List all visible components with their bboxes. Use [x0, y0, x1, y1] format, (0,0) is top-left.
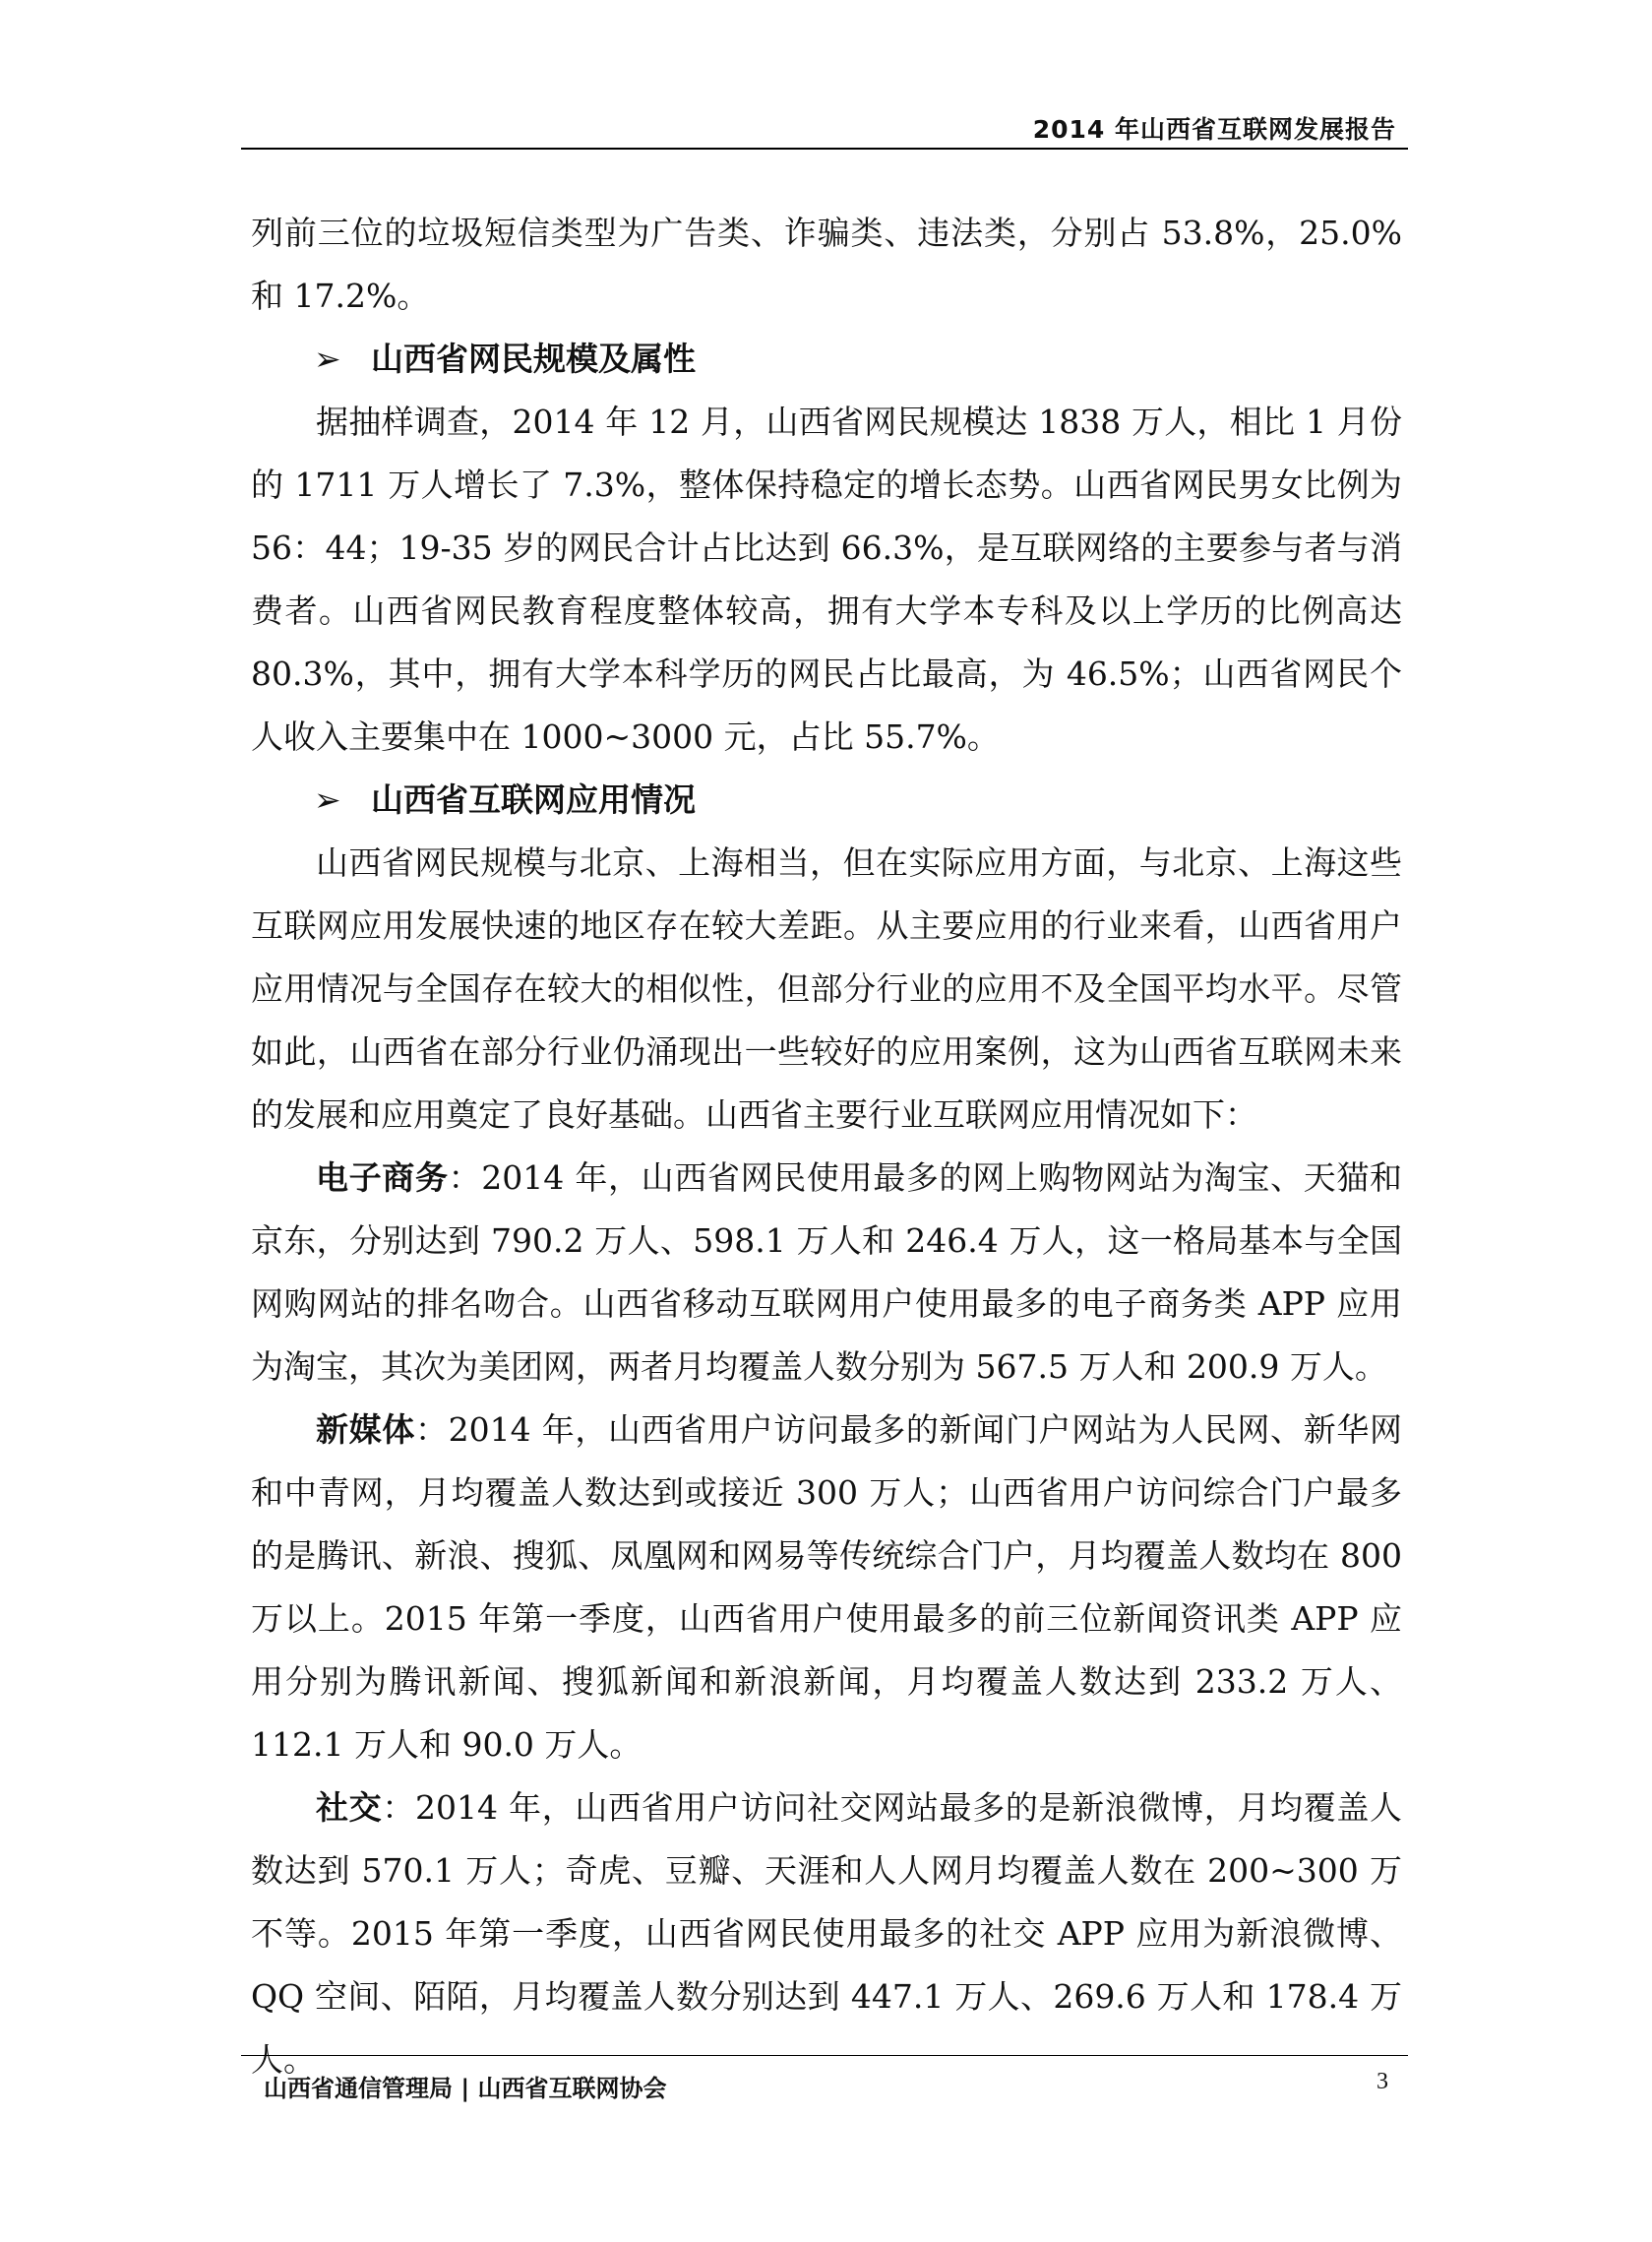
- ecommerce-paragraph: [251, 1147, 1402, 1399]
- social-text: ：2014 年，山西省用户访问社交网站最多的是新浪微博，月均覆盖人数达到 570.1 万人；奇虎、豆瓣、天涯和人人网月均覆盖人数在 200~300 万不等。2015 年第一季度，山西省网民使用最多的社交 APP 应用为新浪微博、QQ 空间、陌陌，月均覆盖人数分别达到 447.1 万人、269.6 万人和 178.4 万人。: [251, 1788, 1402, 2079]
- bullet-arrow-icon: ➢: [314, 340, 341, 378]
- bullet-arrow-icon: ➢: [314, 780, 341, 819]
- section-heading-netizen-scale: [251, 328, 1402, 391]
- header-rule: [241, 148, 1408, 150]
- footer-publishers: 山西省通信管理局 | 山西省互联网协会: [264, 2075, 667, 2102]
- page-number: 3: [1377, 2069, 1388, 2094]
- social-lead: 社交: [316, 1788, 383, 1827]
- social-paragraph: [251, 1776, 1402, 2091]
- continued-paragraph: 列前三位的垃圾短信类型为广告类、诈骗类、违法类，分别占 53.8%，25.0%和 17.2%。: [251, 214, 1402, 315]
- new-media-lead: 新媒体: [316, 1410, 415, 1449]
- ecommerce-lead: 电子商务: [316, 1158, 449, 1197]
- section-heading-text: 山西省网民规模及属性: [371, 340, 696, 378]
- new-media-paragraph: [251, 1399, 1402, 1776]
- document-body: [251, 202, 1402, 2091]
- applications-intro-paragraph: 山西省网民规模与北京、上海相当，但在实际应用方面，与北京、上海这些互联网应用发展快速的地区存在较大差距。从主要应用的行业来看，山西省用户应用情况与全国存在较大的相似性，但部分行业的应用不及全国平均水平。尽管如此，山西省在部分行业仍涌现出一些较好的应用案例，这为山西省互联网未来的发展和应用奠定了良好基础。山西省主要行业互联网应用情况如下：: [251, 843, 1402, 1134]
- section-heading-internet-applications: [251, 769, 1402, 832]
- section-heading-text: 山西省互联网应用情况: [371, 780, 696, 819]
- running-header: 2014 年山西省互联网发展报告: [1032, 115, 1396, 144]
- netizen-scale-paragraph: 据抽样调查，2014 年 12 月，山西省网民规模达 1838 万人，相比 1 月份的 1711 万人增长了 7.3%，整体保持稳定的增长态势。山西省网民男女比例为 56：44；19-35 岁的网民合计占比达到 66.3%，是互联网络的主要参与者与消费者。山西省网民教育程度整体较高，拥有大学本专科及以上学历的比例高达 80.3%，其中，拥有大学本科学历的网民占比最高，为 46.5%；山西省网民个人收入主要集中在 1000~3000 元，占比 55.7%。: [251, 403, 1402, 756]
- new-media-text: ：2014 年，山西省用户访问最多的新闻门户网站为人民网、新华网和中青网，月均覆盖人数达到或接近 300 万人；山西省用户访问综合门户最多的是腾讯、新浪、搜狐、凤凰网和网易等传统综合门户，月均覆盖人数均在 800 万以上。2015 年第一季度，山西省用户使用最多的前三位新闻资讯类 APP 应用分别为腾讯新闻、搜狐新闻和新浪新闻，月均覆盖人数达到 233.2 万人、112.1 万人和 90.0 万人。: [251, 1410, 1402, 1764]
- ecommerce-text: ：2014 年，山西省网民使用最多的网上购物网站为淘宝、天猫和京东，分别达到 790.2 万人、598.1 万人和 246.4 万人，这一格局基本与全国网购网站的排名吻合。山西省移动互联网用户使用最多的电子商务类 APP 应用为淘宝，其次为美团网，两者月均覆盖人数分别为 567.5 万人和 200.9 万人。: [251, 1158, 1402, 1386]
- footer-rule: [241, 2055, 1408, 2056]
